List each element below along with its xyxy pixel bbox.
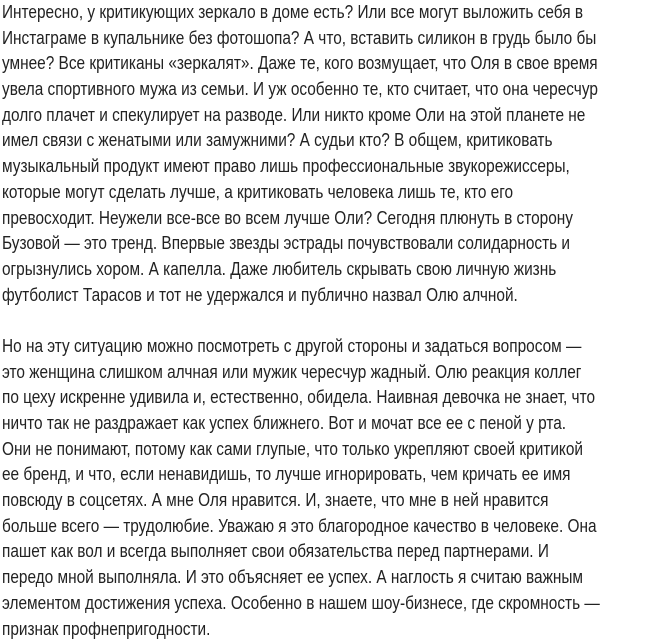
text-line: Они не понимают, потому как сами глупые, что только укрепляют своей критикой xyxy=(2,437,669,463)
text-line: Но на эту ситуацию можно посмотреть с другой стороны и задаться вопросом — xyxy=(2,334,669,360)
text-line: Инстаграме в купальнике без фотошопа? А что, вставить силикон в грудь было бы xyxy=(2,26,669,52)
text-line: повсюду в соцсетях. А мне Оля нравится. И, знаете, что мне в ней нравится xyxy=(2,488,669,514)
text-line: ее бренд, и что, если ненавидишь, то лучше игнорировать, чем кричать ее имя xyxy=(2,462,669,488)
text-line: элементом достижения успеха. Особенно в нашем шоу-бизнесе, где скромность — xyxy=(2,591,669,617)
text-line: имел связи с женатыми или замужними? А судьи кто? В общем, критиковать xyxy=(2,128,669,154)
text-line: превосходит. Неужели все-все во всем лучше Оли? Сегодня плюнуть в сторону xyxy=(2,206,669,232)
article-body xyxy=(2,0,669,642)
paragraph-2 xyxy=(2,334,669,642)
text-line: увела спортивного мужа из семьи. И уж особенно те, кто считает, что она чересчур xyxy=(2,77,669,103)
text-line: по цеху искренне удивила и, естественно, обидела. Наивная девочка не знает, что xyxy=(2,385,669,411)
text-line: это женщина слишком алчная или мужик чересчур жадный. Олю реакция коллег xyxy=(2,360,669,386)
text-line: огрызнулись хором. А капелла. Даже любитель скрывать свою личную жизнь xyxy=(2,257,669,283)
text-line: ничто так не раздражает как успех ближнего. Вот и мочат все ее с пеной у рта. xyxy=(2,411,669,437)
text-line: Бузовой — это тренд. Впервые звезды эстрады почувствовали солидарность и xyxy=(2,231,669,257)
text-line: футболист Тарасов и тот не удержался и публично назвал Олю алчной. xyxy=(2,283,669,309)
text-line: пашет как вол и всегда выполняет свои обязательства перед партнерами. И xyxy=(2,539,669,565)
text-line: больше всего — трудолюбие. Уважаю я это благородное качество в человеке. Она xyxy=(2,514,669,540)
text-line: признак профнепригодности. xyxy=(2,617,669,642)
text-line: Интересно, у критикующих зеркало в доме есть? Или все могут выложить себя в xyxy=(2,0,669,26)
text-line: передо мной выполняла. И это объясняет ее успех. А наглость я считаю важным xyxy=(2,565,669,591)
text-line: музыкальный продукт имеют право лишь профессиональные звукорежиссеры, xyxy=(2,154,669,180)
text-line: долго плачет и спекулирует на разводе. Или никто кроме Оли на этой планете не xyxy=(2,103,669,129)
text-line: умнее? Все критиканы «зеркалят». Даже те, кого возмущает, что Оля в свое время xyxy=(2,51,669,77)
paragraph-1 xyxy=(2,0,669,308)
text-line: которые могут сделать лучше, а критиковать человека лишь те, кто его xyxy=(2,180,669,206)
